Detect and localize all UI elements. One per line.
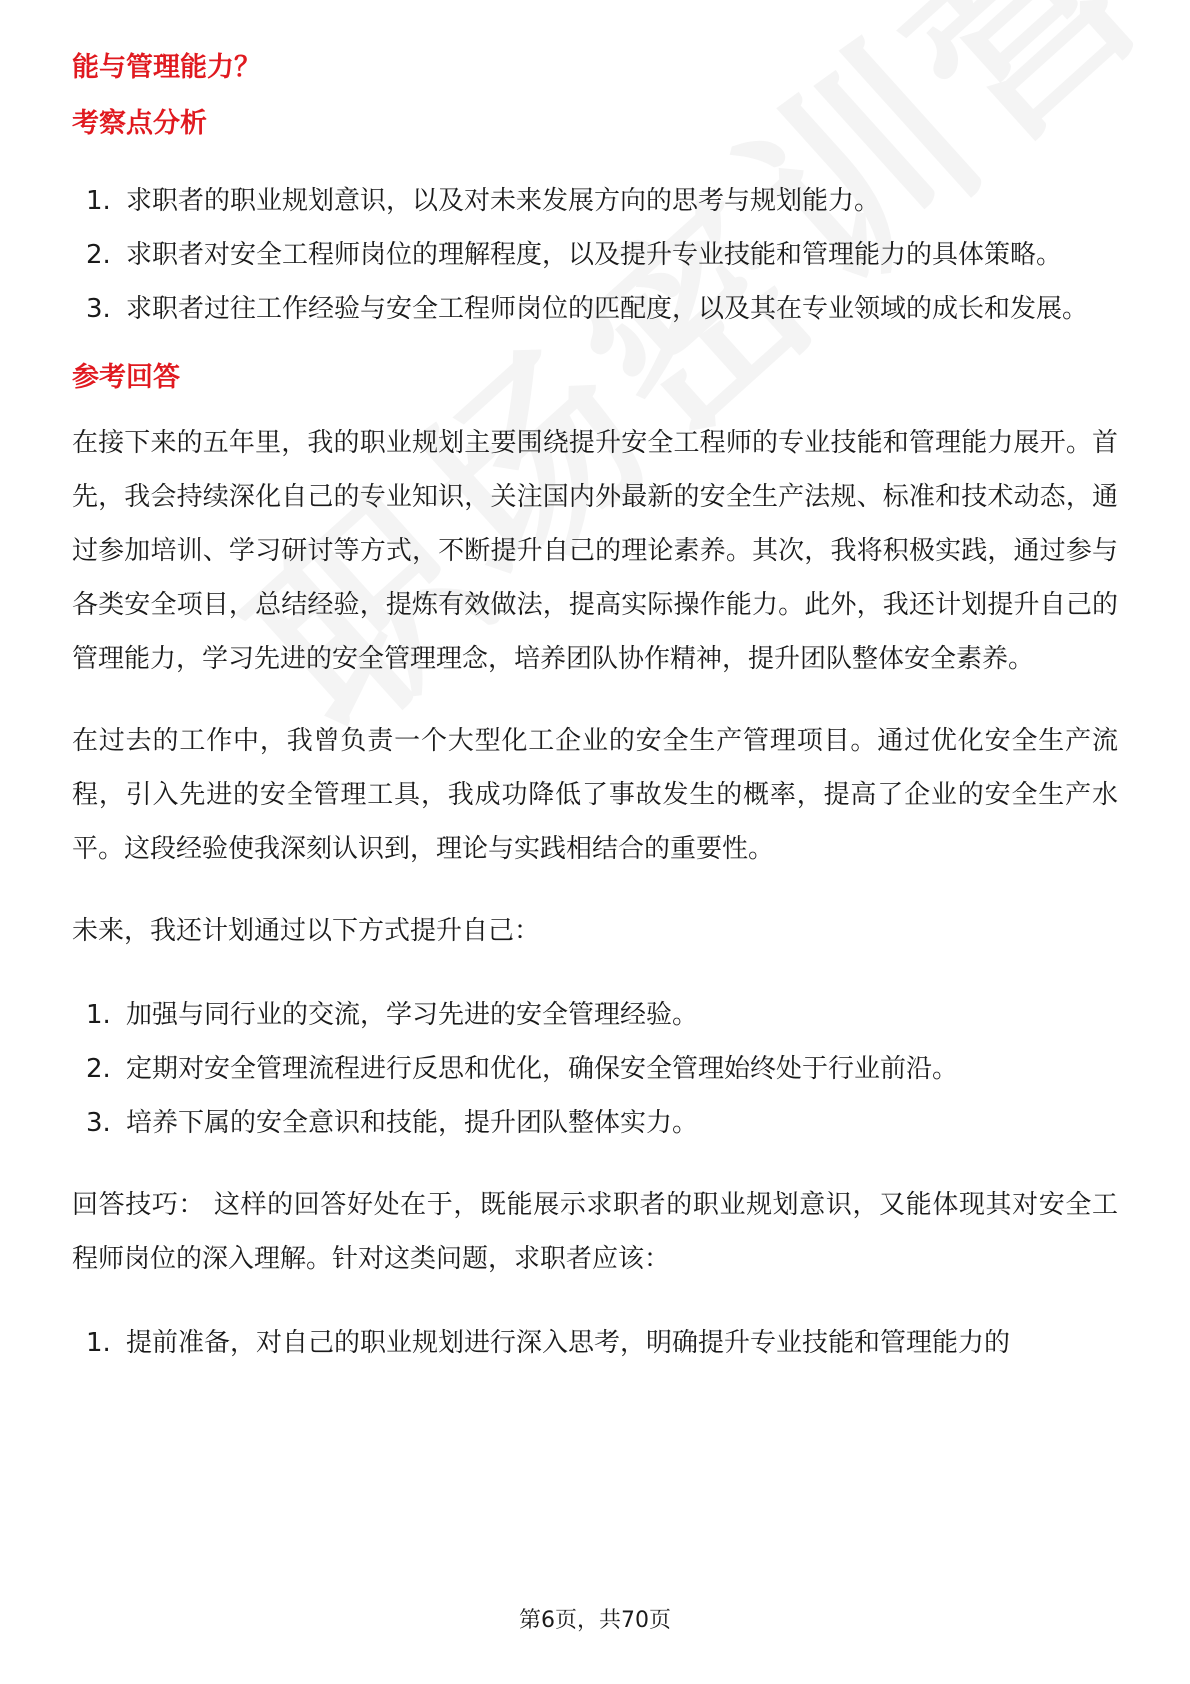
- list-item-number: 2.: [86, 1054, 111, 1084]
- answer-paragraph-plan: 在接下来的五年里，我的职业规划主要围绕提升安全工程师的专业技能和管理能力展开。首先，我会持续深化自己的专业知识，关注国内外最新的安全生产法规、标准和技术动态，通过参加培训、学习研讨等方式，不断提升自己的理论素养。其次，我将积极实践，通过参与各类安全项目，总结经验，提炼有效做法，提高实际操作能力。此外，我还计划提升自己的管理能力，学习先进的安全管理理念，培养团队协作精神，提升团队整体安全素养。: [72, 428, 1118, 674]
- answer-paragraph-experience: 在过去的工作中，我曾负责一个大型化工企业的安全生产管理项目。通过优化安全生产流程，引入先进的安全管理工具，我成功降低了事故发生的概率，提高了企业的安全生产水平。这段经验使我深刻认识到，理论与实践相结合的重要性。: [72, 726, 1118, 864]
- list-item-number: 1.: [86, 1328, 111, 1358]
- page-number-footer: 第6页，共70页: [519, 1608, 671, 1633]
- continued-question-heading: 能与管理能力？: [72, 52, 261, 83]
- list-item: [72, 1316, 1118, 1370]
- list-item: [72, 1096, 1118, 1150]
- analysis-list: [72, 174, 1118, 336]
- answer-paragraph-future: 未来，我还计划通过以下方式提升自己：: [72, 916, 541, 946]
- list-item-number: 1.: [86, 1000, 111, 1030]
- list-item-text: 求职者对安全工程师岗位的理解程度，以及提升专业技能和管理能力的具体策略。: [126, 240, 1063, 270]
- list-item-number: 3.: [86, 294, 111, 324]
- list-item-text: 加强与同行业的交流，学习先进的安全管理经验。: [126, 1000, 699, 1030]
- list-item-text: 培养下属的安全意识和技能，提升团队整体实力。: [126, 1108, 699, 1138]
- list-item: [72, 988, 1118, 1042]
- answer-tips-paragraph: 回答技巧： 这样的回答好处在于，既能展示求职者的职业规划意识，又能体现其对安全工程师岗位的深入理解。针对这类问题，求职者应该：: [72, 1190, 1118, 1274]
- plan-list: [72, 988, 1118, 1150]
- answer-heading: 参考回答: [72, 362, 180, 393]
- list-item: [72, 282, 1118, 336]
- list-item: [72, 1042, 1118, 1096]
- list-item-text: 提前准备，对自己的职业规划进行深入思考，明确提升专业技能和管理能力的: [126, 1328, 1011, 1358]
- page-content: [72, 48, 1118, 1370]
- list-item: [72, 174, 1118, 228]
- tips-list: [72, 1316, 1118, 1370]
- list-item-number: 3.: [86, 1108, 111, 1138]
- list-item-number: 1.: [86, 186, 111, 216]
- list-item-text: 求职者过往工作经验与安全工程师岗位的匹配度，以及其在专业领域的成长和发展。: [126, 294, 1089, 324]
- list-item: [72, 228, 1118, 282]
- list-item-number: 2.: [86, 240, 111, 270]
- list-item-text: 定期对安全管理流程进行反思和优化，确保安全管理始终处于行业前沿。: [126, 1054, 959, 1084]
- list-item-text: 求职者的职业规划意识，以及对未来发展方向的思考与规划能力。: [126, 186, 881, 216]
- analysis-heading: 考察点分析: [72, 108, 207, 139]
